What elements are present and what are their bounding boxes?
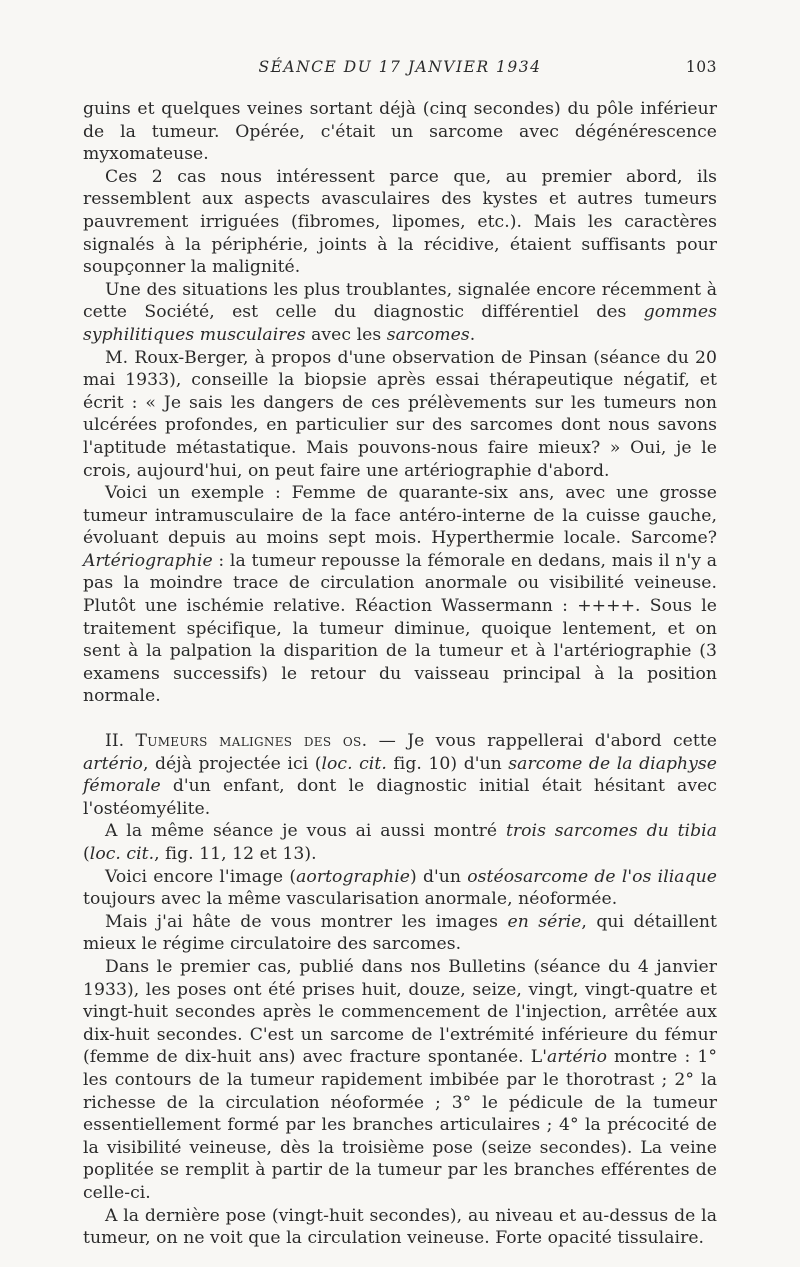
page-number: 103: [685, 58, 717, 76]
page-header: [83, 58, 717, 82]
body-text: [83, 98, 717, 1250]
paragraph-3: Une des situations les plus troublantes, signalée encore récemment à cette Société, est celle du diagnostic différentiel des gommes syphilitiques musculaires avec les sarcomes.: [83, 279, 717, 345]
paragraph-7: A la même séance je vous ai aussi montré trois sarcomes du tibia (loc. cit., fig. 11, 12 et 13).: [83, 821, 717, 864]
paragraph-2: Ces 2 cas nous intéressent parce que, au premier abord, ils ressemblent aux aspects avasculaires des kystes et autres tumeurs pauvrement irriguées (fibromes, lipomes, etc.). Mais les caractères signalés à la périphérie, joints à la récidive, étaient suffisants pour soupçonner la malignité.: [83, 166, 717, 278]
paragraph-9: Mais j'ai hâte de vous montrer les images en série, qui détaillent mieux le régime circulatoire des sarcomes.: [83, 911, 717, 955]
paragraph-8: Voici encore l'image (aortographie) d'un ostéosarcome de l'os iliaque toujours avec la même vascularisation anormale, néoformée.: [83, 866, 717, 910]
section-heading: Tumeurs malignes des os.: [135, 731, 368, 752]
paragraph-11: A la dernière pose (vingt-huit secondes), au niveau et au-dessus de la tumeur, on ne voit que la circulation veineuse. Forte opacité tissulaire.: [83, 1205, 717, 1249]
running-title: SÉANCE DU 17 JANVIER 1934: [258, 58, 542, 76]
section-break: [83, 708, 717, 730]
paragraph-1: guins et quelques veines sortant déjà (cinq secondes) du pôle inférieur de la tumeur. Opérée, c'était un sarcome avec dégénérescence myxomateuse.: [83, 99, 717, 165]
paragraph-section-heading: II. Tumeurs malignes des os. — Je vous rappellerai d'abord cette artério, déjà projectée ici (loc. cit. fig. 10) d'un sarcome de la diaphyse fémorale d'un enfant, dont le diagnostic initial était hésitant avec l'ostéomyélite.: [83, 731, 718, 819]
paragraph-4: M. Roux-Berger, à propos d'une observation de Pinsan (séance du 20 mai 1933), conseille la biopsie après essai thérapeutique négatif, et écrit : « Je sais les dangers de ces prélèvements sur les tumeurs non ulcérées profondes, en particulier sur des sarcomes dont nous savons l'aptitude métastatique. Mais pouvons-nous faire mieux? » Oui, je le crois, aujourd'hui, on peut faire une artériographie d'abord.: [83, 347, 717, 481]
paragraph-5: Voici un exemple : Femme de quarante-six ans, avec une grosse tumeur intramusculaire de la face antéro-interne de la cuisse gauche, évoluant depuis au moins sept mois. Hyperthermie locale. Sarcome? Artériographie : la tumeur repousse la fémorale en dedans, mais il n'y a pas la moindre trace de circulation anormale ou visibilité veineuse. Plutôt une ischémie relative. Réaction Wassermann : ++++. Sous le traitement spécifique, la tumeur diminue, quoique lentement, et on sent à la palpation la disparition de la tumeur et à l'artériographie (3 examens successifs) le retour du vaisseau principal à la position normale.: [83, 483, 717, 707]
paragraph-10: Dans le premier cas, publié dans nos Bulletins (séance du 4 janvier 1933), les poses ont été prises huit, douze, seize, vingt, vingt-quatre et vingt-huit secondes après le commencement de l'injection, arrêtée aux dix-huit secondes. C'est un sarcome de l'extrémité inférieure du fémur (femme de dix-huit ans) avec fracture spontanée. L'artério montre : 1° les contours de la tumeur rapidement imbibée par le thorotrast ; 2° la richesse de la circulation néoformée ; 3° le pédicule de la tumeur essentiellement formé par les branches articulaires ; 4° la précocité de la visibilité veineuse, dès la troisième pose (seize secondes). La veine poplitée se remplit à partir de la tumeur par les branches efférentes de celle-ci.: [83, 956, 717, 1203]
